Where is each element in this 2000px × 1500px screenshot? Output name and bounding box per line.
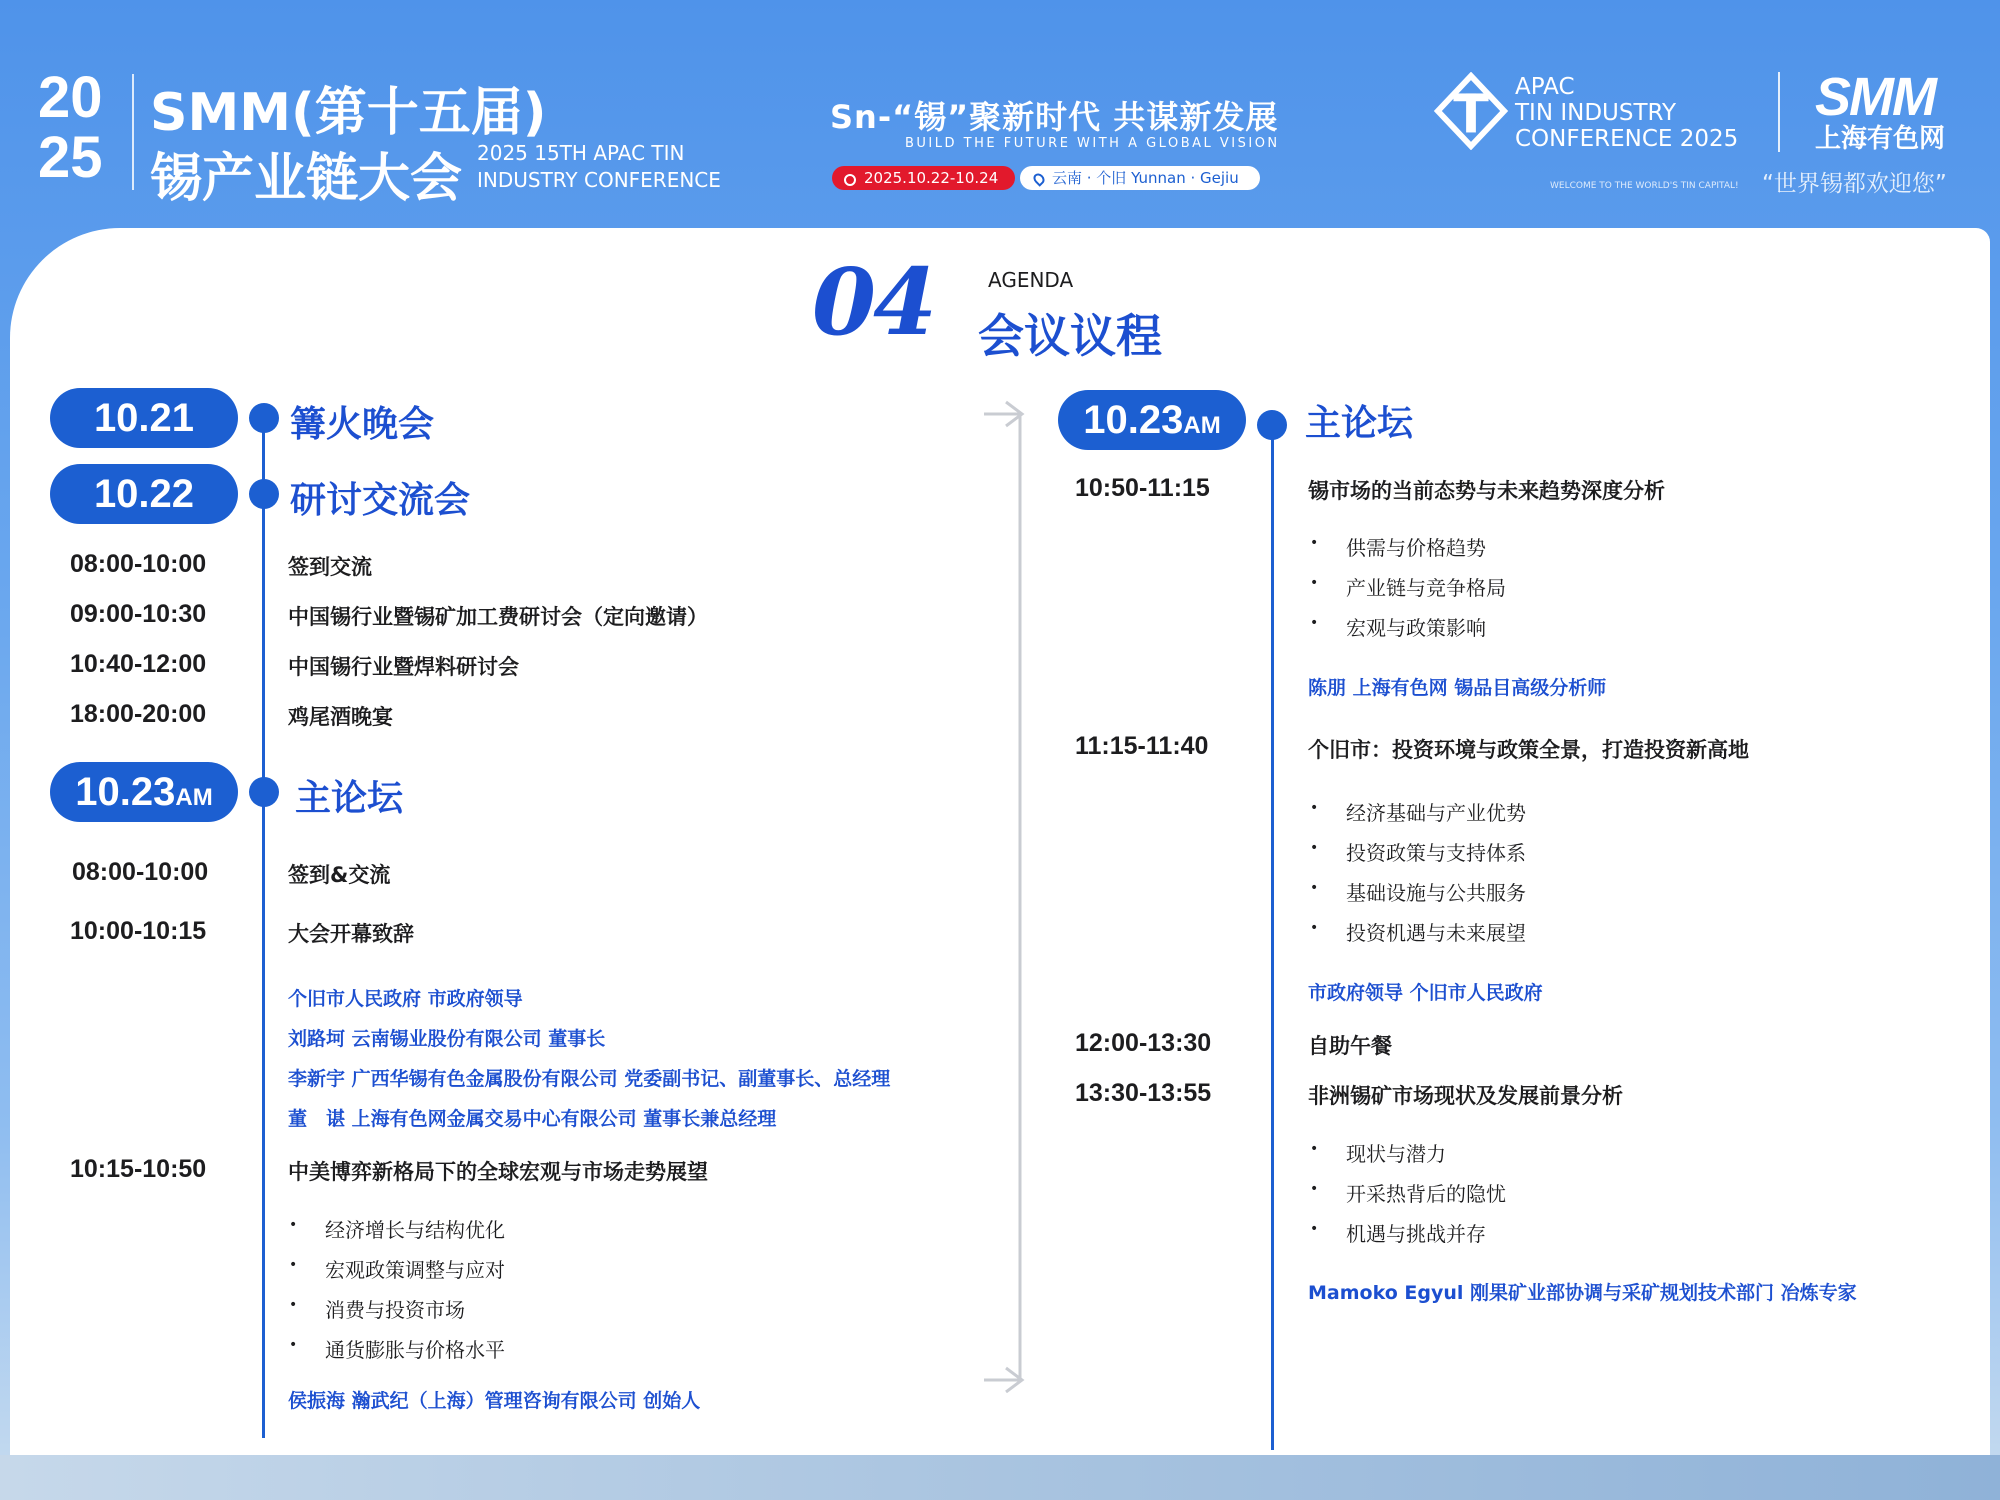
conference-title-line1: SMM(第十五届)	[150, 83, 547, 143]
bullet-item: • 投资机遇与未来展望	[1346, 917, 1526, 946]
speaker: 董 谌 上海有色网金属交易中心有限公司 董事长兼总经理	[288, 1108, 777, 1130]
bullet-item: • 开采热背后的隐忧	[1346, 1178, 1506, 1207]
year-logo	[38, 65, 103, 190]
bullet-item: • 机遇与挑战并存	[1346, 1218, 1486, 1247]
apac-text	[1515, 74, 1738, 152]
slogan-en: BUILD THE FUTURE WITH A GLOBAL VISION	[905, 136, 1280, 151]
session-time: 11:15-11:40	[1075, 732, 1209, 760]
timeline-dot	[249, 403, 279, 433]
left-timeline-line	[262, 418, 265, 1438]
speaker: 陈朋 上海有色网 锡品目高级分析师	[1308, 677, 1607, 699]
logo-divider	[1778, 72, 1780, 152]
pill-am: AM	[1183, 412, 1221, 439]
section-title-1022: 研讨交流会	[290, 480, 471, 521]
section-title-right: 主论坛	[1305, 403, 1414, 444]
agenda-number: 04	[812, 248, 935, 356]
session-time: 10:15-10:50	[70, 1155, 207, 1183]
session-time: 10:50-11:15	[1075, 474, 1210, 502]
speaker: 李新宇 广西华锡有色金属股份有限公司 党委副书记、副董事长、总经理	[288, 1068, 891, 1090]
bullet-item: • 宏观政策调整与应对	[325, 1254, 505, 1283]
section-title-1023: 主论坛	[295, 778, 404, 819]
date-pill-1023am	[50, 762, 238, 822]
session-time: 18:00-20:00	[70, 700, 207, 728]
bullet-item: • 基础设施与公共服务	[1346, 877, 1526, 906]
date-badge	[832, 166, 1015, 190]
session-time: 08:00-10:00	[70, 550, 207, 578]
session-time: 10:00-10:15	[70, 917, 207, 945]
bullet-item: • 现状与潜力	[1346, 1138, 1446, 1167]
session-item: 中美博弈新格局下的全球宏观与市场走势展望	[288, 1160, 708, 1184]
bullet-item: • 经济增长与结构优化	[325, 1214, 505, 1243]
location-text: 云南 · 个旧 Yunnan · Gejiu	[1052, 169, 1239, 187]
pill-date: 10.23	[75, 770, 176, 814]
session-item: 中国锡行业暨焊料研讨会	[288, 655, 519, 679]
continue-arrow-icon	[980, 398, 1030, 1393]
welcome-cn: “世界锡都欢迎您”	[1762, 171, 1947, 197]
clock-icon	[844, 174, 856, 186]
session-time: 09:00-10:30	[70, 600, 207, 628]
date-text: 2025.10.22-10.24	[864, 169, 999, 187]
session-item: 鸡尾酒晚宴	[288, 705, 393, 729]
conference-title-en	[477, 140, 721, 194]
location-pin-icon	[1031, 171, 1047, 187]
bullet-item: • 供需与价格趋势	[1346, 532, 1486, 561]
session-item: 大会开幕致辞	[288, 922, 414, 946]
slogan: Sn-“锡”聚新时代 共谋新发展	[830, 98, 1279, 136]
session-item: 中国锡行业暨锡矿加工费研讨会（定向邀请）	[288, 605, 708, 629]
date-pill-1022: 10.22	[50, 464, 238, 524]
session-item: 签到交流	[288, 555, 372, 579]
section-title-1021: 篝火晚会	[290, 404, 435, 445]
session-time: 12:00-13:30	[1075, 1029, 1212, 1057]
pill-am: AM	[175, 784, 213, 811]
agenda-label-en: AGENDA	[988, 268, 1074, 292]
session-item: 非洲锡矿市场现状及发展前景分析	[1308, 1084, 1623, 1108]
session-time: 10:40-12:00	[70, 650, 207, 678]
session-time: 08:00-10:00	[72, 858, 209, 886]
timeline-dot	[249, 777, 279, 807]
apac-logo-icon	[1432, 72, 1510, 150]
smm-logo: SMM	[1815, 67, 1935, 127]
speaker: 市政府领导 个旧市人民政府	[1308, 982, 1543, 1004]
session-item: 锡市场的当前态势与未来趋势深度分析	[1308, 479, 1665, 503]
bottom-band	[0, 1455, 2000, 1500]
speaker: Mamoko Egyul 刚果矿业部协调与采矿规划技术部门 冶炼专家	[1308, 1282, 1857, 1304]
year-bottom: 25	[38, 125, 103, 190]
agenda-label-cn: 会议议程	[978, 309, 1162, 363]
right-timeline-line	[1271, 425, 1274, 1450]
bullet-item: • 通货膨胀与价格水平	[325, 1334, 505, 1363]
bullet-item: • 宏观与政策影响	[1346, 612, 1486, 641]
timeline-dot	[249, 479, 279, 509]
speaker: 个旧市人民政府 市政府领导	[288, 988, 523, 1010]
welcome-en: WELCOME TO THE WORLD'S TIN CAPITAL!	[1550, 181, 1739, 191]
location-badge	[1020, 166, 1260, 190]
timeline-dot	[1257, 410, 1287, 440]
session-item: 个旧市：投资环境与政策全景，打造投资新高地	[1308, 738, 1749, 762]
session-item: 签到&交流	[288, 863, 391, 887]
date-pill-1021: 10.21	[50, 388, 238, 448]
bullet-item: • 消费与投资市场	[325, 1294, 465, 1323]
header-divider	[132, 74, 134, 190]
speaker: 刘路坷 云南锡业股份有限公司 董事长	[288, 1028, 606, 1050]
bullet-item: • 投资政策与支持体系	[1346, 837, 1526, 866]
bullet-item: • 经济基础与产业优势	[1346, 797, 1526, 826]
bullet-item: • 产业链与竞争格局	[1346, 572, 1506, 601]
title-en-line2: INDUSTRY CONFERENCE	[477, 168, 721, 192]
pill-date: 10.23	[1083, 398, 1184, 442]
conference-title-line2: 锡产业链大会	[150, 149, 463, 209]
date-pill-1023am-right	[1058, 390, 1246, 450]
apac-line1: APAC	[1515, 74, 1575, 100]
title-en-line1: 2025 15TH APAC TIN	[477, 141, 685, 165]
speaker: 侯振海 瀚武纪（上海）管理咨询有限公司 创始人	[288, 1390, 701, 1412]
smm-cn-name: 上海有色网	[1815, 124, 1946, 154]
apac-line2: TIN INDUSTRY	[1515, 100, 1677, 126]
session-time: 13:30-13:55	[1075, 1079, 1212, 1107]
session-item: 自助午餐	[1308, 1034, 1392, 1058]
apac-line3: CONFERENCE 2025	[1515, 126, 1739, 152]
year-top: 20	[38, 65, 103, 130]
